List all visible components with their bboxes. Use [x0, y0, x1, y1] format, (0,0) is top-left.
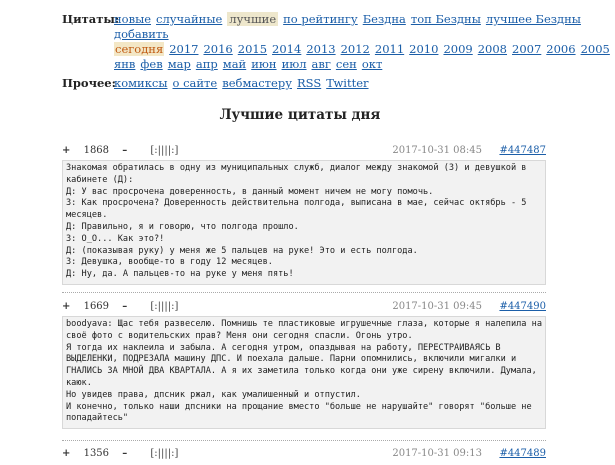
other-nav-link[interactable]: RSS — [296, 76, 322, 90]
quote-id-link[interactable]: #447487 — [499, 145, 546, 156]
quote-rating: 1868 — [83, 145, 110, 156]
quote-nav-link[interactable]: топ Бездны — [410, 12, 481, 26]
vote-down-button[interactable]: – — [122, 448, 128, 459]
year-link[interactable]: 2005 — [580, 42, 610, 56]
month-link[interactable]: фев — [140, 57, 163, 71]
year-link[interactable]: 2014 — [272, 42, 302, 56]
quote-date: 2017-10-31 09:45 — [392, 301, 482, 312]
other-nav-link[interactable]: комиксы — [114, 76, 168, 90]
other-label: Прочее: — [62, 76, 116, 90]
year-link[interactable]: 2015 — [237, 42, 268, 56]
year-link[interactable]: сегодня — [115, 42, 164, 56]
vote-up-button[interactable]: + — [62, 145, 71, 156]
year-link[interactable]: 2010 — [409, 42, 439, 56]
quote-links — [114, 12, 586, 27]
bayan-button[interactable]: [:||||:] — [150, 145, 179, 156]
quote-header — [62, 142, 546, 160]
month-links — [114, 57, 387, 72]
quote-nav-link[interactable]: новые — [114, 12, 152, 26]
quote-rating: 1669 — [83, 301, 110, 312]
page-title: Лучшие цитаты дня — [219, 107, 381, 123]
year-link[interactable]: 2007 — [512, 42, 542, 56]
vote-up-button[interactable]: + — [62, 301, 71, 312]
quote-nav-link[interactable]: случайные — [156, 12, 223, 26]
quote-id-link[interactable]: #447490 — [499, 301, 546, 312]
quotes-nav-row-2 — [62, 27, 592, 42]
vote-up-button[interactable]: + — [62, 448, 71, 459]
month-link[interactable]: окт — [361, 57, 383, 71]
vote-down-button[interactable]: – — [122, 145, 128, 156]
other-nav-link[interactable]: вебмастеру — [222, 76, 292, 90]
quote-nav-link[interactable]: Бездна — [362, 12, 406, 26]
quote-nav-link[interactable]: лучшее Бездны — [485, 12, 581, 26]
quote-date: 2017-10-31 08:45 — [392, 145, 482, 156]
quote-nav-link[interactable]: по рейтингу — [283, 12, 358, 26]
quotes-label: Цитаты: — [62, 12, 120, 26]
quote-text: Знакомая обратилась в одну из муниципальных служб, диалог между знакомой (З) и девушкой в кабинете (Д): Д: У вас просрочена доверенность, в данный момент ничем не могу помочь. З: Как просрочена? Доверенность действительна полгода, выписана в мае, сейчас октябрь - 5 месяцев. Д: Правильно, я и говорю, что полгода прошло. З: О_О... Как это?! Д: (показывая руку) у меня же 5 пальцев на руке! Это и есть полгода. З: Девушка, вообще-то в году 12 месяцев. Д: Ну, да. А пальцев-то на руке у меня пять! — [62, 160, 546, 285]
month-link[interactable]: сен — [335, 57, 357, 71]
quote-header — [62, 445, 546, 463]
year-link[interactable]: 2012 — [340, 42, 370, 56]
year-link[interactable]: 2006 — [546, 42, 576, 56]
quote-item — [62, 445, 546, 463]
year-link[interactable]: 2017 — [169, 42, 199, 56]
bayan-button[interactable]: [:||||:] — [150, 301, 179, 312]
year-links — [114, 42, 615, 57]
years-nav-row — [62, 42, 610, 57]
month-link[interactable]: апр — [195, 57, 218, 71]
month-link[interactable]: авг — [311, 57, 331, 71]
other-links — [114, 76, 374, 91]
month-link[interactable]: янв — [114, 57, 136, 71]
quote-id-link[interactable]: #447489 — [499, 448, 546, 459]
months-nav-row — [62, 57, 592, 72]
add-quote-link[interactable]: добавить — [114, 27, 169, 41]
year-link[interactable]: 2008 — [477, 42, 508, 56]
month-link[interactable]: июл — [281, 57, 307, 71]
main-navigation — [62, 12, 610, 91]
quote-text: boodyava: Щас тебя развеселю. Помнишь те пластиковые игрушечные глаза, которые я налепила на своё фото с водительских прав? Меня они сегодня спасли. Огонь утро. Я тогда их наклеила и забыла. А сегодня утром, опаздывая на работу, ПЕРЕСТРАИВАЯСЬ В ВЫДЕЛЕНКИ, ПОДРЕЗАЛА машину ДПС. И поехала дальше. Парни опомнились, включили мигалки и ГНАЛИСЬ ЗА МНОЙ ДВА КВАРТАЛА. А я их заметила только когда они уже сирену включили. Думала, каюк. Но увидев права, дпсник ржал, как умалишенный и отпустил. И конечно, только наши дпсники на прощание вместо "больше не нарушайте" говорят "больше не попадайтесь" — [62, 316, 546, 429]
year-link[interactable]: 2009 — [443, 42, 473, 56]
month-link[interactable]: мар — [167, 57, 191, 71]
quote-header — [62, 298, 546, 316]
quotes-nav-row — [62, 12, 592, 27]
year-link[interactable]: 2011 — [374, 42, 405, 56]
month-link[interactable]: май — [222, 57, 247, 71]
quote-separator — [62, 292, 546, 293]
quote-item — [62, 298, 546, 429]
quote-rating: 1356 — [83, 448, 110, 459]
year-link[interactable]: 2013 — [306, 42, 336, 56]
bayan-button[interactable]: [:||||:] — [150, 448, 179, 459]
quote-date: 2017-10-31 09:13 — [392, 448, 482, 459]
quote-separator — [62, 440, 546, 441]
quote-item — [62, 142, 546, 285]
quote-nav-link[interactable]: лучшие — [229, 12, 277, 26]
other-nav-link[interactable]: Twitter — [326, 76, 369, 90]
quote-links-extra — [114, 27, 174, 42]
month-link[interactable]: июн — [251, 57, 277, 71]
year-link[interactable]: 2016 — [203, 42, 233, 56]
other-nav-link[interactable]: о сайте — [172, 76, 218, 90]
other-nav-row — [62, 76, 592, 91]
vote-down-button[interactable]: – — [122, 301, 128, 312]
